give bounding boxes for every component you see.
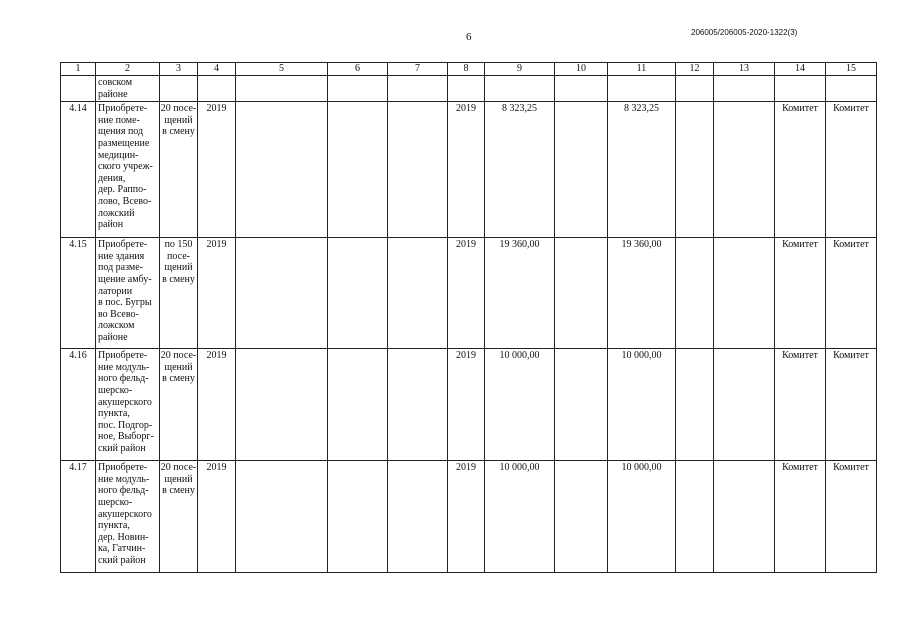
amount-col9: 8 323,25 <box>485 102 555 238</box>
row-number: 4.17 <box>61 461 96 573</box>
year-col8: 2019 <box>448 461 485 573</box>
year-col8: 2019 <box>448 349 485 461</box>
continuation-row <box>61 76 877 102</box>
year-col8: 2019 <box>448 102 485 238</box>
year: 2019 <box>198 102 236 238</box>
org-col15: Комитет <box>826 238 877 349</box>
amount-col9: 19 360,00 <box>485 238 555 349</box>
row-number: 4.16 <box>61 349 96 461</box>
org-col14: Комитет <box>775 349 826 461</box>
column-header: 2 <box>96 63 160 76</box>
column-header: 4 <box>198 63 236 76</box>
org-col14: Комитет <box>775 102 826 238</box>
amount-col11: 8 323,25 <box>608 102 676 238</box>
capacity: 20 посе- щений в смену <box>160 349 198 461</box>
year: 2019 <box>198 349 236 461</box>
amount-col11: 10 000,00 <box>608 461 676 573</box>
item-name: Приобрете- ние модуль- ного фельд- шерско- акушерского пункта, дер. Новин- ка, Гатчин- ский район <box>96 461 160 573</box>
table-row <box>61 461 877 573</box>
document-id: 206005/206005-2020-1322(3) <box>691 28 798 37</box>
item-name: Приобрете- ние здания под разме- щение амбу- латории в пос. Бугры во Всево- ложском районе <box>96 238 160 349</box>
row-number: 4.14 <box>61 102 96 238</box>
column-numbers-row <box>61 63 877 76</box>
column-header: 9 <box>485 63 555 76</box>
column-header: 13 <box>714 63 775 76</box>
column-header: 7 <box>388 63 448 76</box>
column-header: 5 <box>236 63 328 76</box>
year: 2019 <box>198 238 236 349</box>
capacity: по 150 посе- щений в смену <box>160 238 198 349</box>
org-col15: Комитет <box>826 102 877 238</box>
column-header: 12 <box>676 63 714 76</box>
org-col14: Комитет <box>775 461 826 573</box>
column-header: 6 <box>328 63 388 76</box>
capacity: 20 посе- щений в смену <box>160 102 198 238</box>
column-header: 8 <box>448 63 485 76</box>
year: 2019 <box>198 461 236 573</box>
item-name: Приобрете- ние поме- щения под размещение медицин- ского учреж- дения, дер. Раппо- лово, Всево- ложский район <box>96 102 160 238</box>
column-header: 15 <box>826 63 877 76</box>
page-number: 6 <box>466 31 472 43</box>
amount-col11: 19 360,00 <box>608 238 676 349</box>
table-row <box>61 238 877 349</box>
capacity: 20 посе- щений в смену <box>160 461 198 573</box>
amount-col9: 10 000,00 <box>485 349 555 461</box>
org-col15: Комитет <box>826 349 877 461</box>
year-col8: 2019 <box>448 238 485 349</box>
table-row <box>61 102 877 238</box>
row-number: 4.15 <box>61 238 96 349</box>
data-table <box>60 62 877 573</box>
org-col14: Комитет <box>775 238 826 349</box>
amount-col9: 10 000,00 <box>485 461 555 573</box>
column-header: 1 <box>61 63 96 76</box>
table-row <box>61 349 877 461</box>
column-header: 3 <box>160 63 198 76</box>
item-name: Приобрете- ние модуль- ного фельд- шерско- акушерского пункта, пос. Подгор- ное, Выборг- ский район <box>96 349 160 461</box>
continuation-text: совском районе <box>96 76 160 102</box>
column-header: 10 <box>555 63 608 76</box>
org-col15: Комитет <box>826 461 877 573</box>
column-header: 14 <box>775 63 826 76</box>
amount-col11: 10 000,00 <box>608 349 676 461</box>
column-header: 11 <box>608 63 676 76</box>
